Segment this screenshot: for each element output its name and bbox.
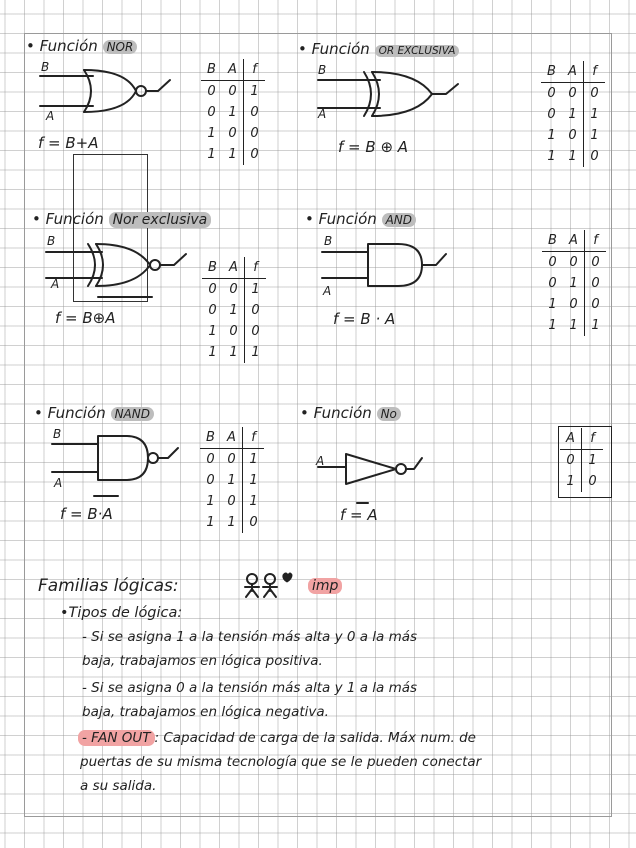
gate-name-highlight: NOR: [103, 40, 138, 54]
negative-logic-line-1: - Si se asigna 0 a la tensión más alta y 1 a la más: [82, 680, 418, 696]
xor-gate-icon: [316, 70, 476, 120]
cell: 1: [208, 345, 217, 360]
cell: 0: [251, 303, 260, 318]
gate-name-highlight: OR EXCLUSIVA: [375, 45, 460, 57]
gate-name-highlight: AND: [382, 213, 416, 227]
cell: 1: [590, 128, 599, 143]
pin-a-label: A: [323, 284, 332, 298]
truth-table-xnor: [202, 257, 266, 363]
title-prefix: Función: [318, 210, 377, 228]
gate-name-highlight: NAND: [111, 407, 154, 421]
cell: 1: [249, 473, 258, 488]
th-a: A: [562, 61, 584, 83]
not-gate-icon: [316, 450, 436, 490]
heart-icon: [283, 573, 292, 582]
cell: 0: [207, 84, 216, 99]
cell: 0: [250, 105, 259, 120]
cell: 1: [250, 84, 259, 99]
cell: 1: [563, 273, 585, 294]
cell: 1: [548, 318, 557, 333]
cell: 0: [591, 276, 600, 291]
cell: 1: [223, 342, 245, 363]
cell: 1: [563, 315, 585, 336]
overbar-line: [96, 294, 156, 300]
fanout-line-3: a su salida.: [80, 778, 157, 794]
xnor-gate-icon: [44, 242, 204, 292]
formula-not: f = A: [340, 506, 378, 524]
cell: 0: [548, 255, 557, 270]
fanout-definition: : Capacidad de carga de la salida. Máx num. de: [154, 730, 476, 746]
and-gate-icon: [320, 242, 460, 292]
fanout-line: [78, 730, 476, 746]
gate-name-highlight: Nor exclusiva: [109, 212, 212, 228]
types-subtitle: •Tipos de lógica:: [60, 605, 183, 621]
th-b: B: [200, 427, 221, 449]
truth-table-and: [542, 230, 606, 336]
bullet: •: [305, 210, 314, 228]
th-b: B: [542, 230, 563, 252]
cell: 1: [560, 471, 582, 492]
cell: 0: [590, 86, 599, 101]
cell: 1: [221, 470, 243, 491]
truth-table-nor: [201, 59, 265, 165]
bullet: •: [26, 37, 35, 55]
cell: 0: [562, 125, 584, 146]
formula-nand: f = B·A: [60, 505, 113, 523]
nor-gate-icon: [38, 66, 178, 116]
th-b: B: [201, 59, 222, 81]
cell: 0: [548, 276, 557, 291]
cell: 0: [222, 123, 244, 144]
cell: 0: [223, 321, 245, 342]
cell: 0: [207, 105, 216, 120]
cell: 1: [591, 318, 600, 333]
cell: 1: [548, 297, 557, 312]
pin-b-label: B: [318, 63, 327, 77]
overbar-line: [92, 493, 122, 499]
cell: 0: [547, 107, 556, 122]
th-f: f: [585, 230, 607, 252]
pin-a-label: A: [51, 277, 60, 291]
truth-table-xor: [541, 61, 605, 167]
th-a: A: [560, 428, 582, 450]
cell: 0: [250, 147, 259, 162]
cell: 1: [251, 282, 260, 297]
cell: 1: [562, 146, 584, 167]
cell: 0: [591, 255, 600, 270]
cell: 0: [206, 473, 215, 488]
cell: 1: [588, 453, 597, 468]
th-b: B: [202, 257, 223, 279]
cell: 0: [250, 126, 259, 141]
cell: 0: [562, 83, 584, 105]
cell: 1: [222, 144, 244, 165]
formula-xnor: f = B⊕A: [55, 309, 116, 327]
cell: 1: [222, 102, 244, 123]
imp-highlight: imp: [308, 578, 342, 594]
pin-b-label: B: [47, 234, 56, 248]
cell: 1: [249, 452, 258, 467]
title-nand: [34, 404, 154, 422]
cell: 0: [560, 450, 582, 472]
positive-logic-line-2: baja, trabajamos en lógica positiva.: [82, 653, 323, 669]
cell: 0: [206, 452, 215, 467]
title-prefix: Función: [45, 210, 104, 228]
cell: 0: [251, 324, 260, 339]
cell: 1: [251, 345, 260, 360]
cell: 0: [563, 252, 585, 274]
cell: 0: [223, 279, 245, 301]
formula-and: f = B · A: [333, 310, 396, 328]
cell: 1: [206, 494, 215, 509]
title-or-exclusiva: [298, 40, 459, 58]
cell: 1: [207, 147, 216, 162]
families-title: Familias lógicas:: [38, 576, 179, 596]
nand-gate-icon: [50, 434, 190, 484]
cell: 0: [249, 515, 258, 530]
pin-b-label: B: [324, 234, 333, 248]
cell: 1: [547, 149, 556, 164]
cell: 1: [221, 512, 243, 533]
title-prefix: Función: [311, 40, 370, 58]
th-a: A: [563, 230, 585, 252]
cell: 1: [562, 104, 584, 125]
bullet: •: [34, 404, 43, 422]
title-and: [305, 210, 416, 228]
bullet: •: [32, 210, 41, 228]
pin-a-label: A: [318, 107, 327, 121]
cell: 0: [588, 474, 597, 489]
positive-logic-line-1: - Si se asigna 1 a la tensión más alta y 0 a la más: [82, 629, 418, 645]
stick-figures-doodle-icon: [240, 571, 292, 601]
formula-xor: f = B ⊕ A: [338, 138, 409, 156]
title-not: [300, 404, 401, 422]
th-a: A: [222, 59, 244, 81]
cell: 1: [223, 300, 245, 321]
cell: 1: [249, 494, 258, 509]
th-f: f: [582, 428, 604, 450]
pin-a-label: A: [316, 454, 325, 468]
negative-logic-line-2: baja, trabajamos en lógica negativa.: [82, 704, 329, 720]
cell: 0: [547, 86, 556, 101]
cell: 0: [221, 449, 243, 471]
truth-table-nand: [200, 427, 264, 533]
cell: 0: [208, 282, 217, 297]
cell: 1: [206, 515, 215, 530]
gate-name-highlight: No: [377, 407, 401, 421]
th-a: A: [223, 257, 245, 279]
th-f: f: [584, 61, 606, 83]
title-nor-exclusiva: [32, 210, 211, 228]
cell: 1: [547, 128, 556, 143]
th-f: f: [243, 427, 265, 449]
title-nor: [26, 37, 137, 55]
pin-b-label: B: [53, 427, 62, 441]
formula-nor: f = B+A: [38, 134, 99, 152]
cell: 1: [590, 107, 599, 122]
cell: 0: [208, 303, 217, 318]
cell: 0: [563, 294, 585, 315]
pin-a-label: A: [54, 476, 63, 490]
th-a: A: [221, 427, 243, 449]
title-prefix: Función: [313, 404, 372, 422]
pin-b-label: B: [41, 60, 50, 74]
truth-table-not: [560, 428, 603, 492]
cell: 0: [222, 81, 244, 103]
bullet: •: [300, 404, 309, 422]
title-prefix: Función: [47, 404, 106, 422]
fanout-line-2: puertas de su misma tecnología que se le pueden conectar: [80, 754, 482, 770]
cell: 1: [207, 126, 216, 141]
bullet: •: [298, 40, 307, 58]
th-f: f: [244, 59, 266, 81]
grid-border: [24, 33, 612, 817]
cell: 0: [221, 491, 243, 512]
th-b: B: [541, 61, 562, 83]
fanout-highlight: - FAN OUT: [78, 730, 155, 746]
th-f: f: [245, 257, 267, 279]
cell: 1: [208, 324, 217, 339]
cell: 0: [591, 297, 600, 312]
cell: 0: [590, 149, 599, 164]
title-prefix: Función: [39, 37, 98, 55]
pin-a-label: A: [46, 109, 55, 123]
